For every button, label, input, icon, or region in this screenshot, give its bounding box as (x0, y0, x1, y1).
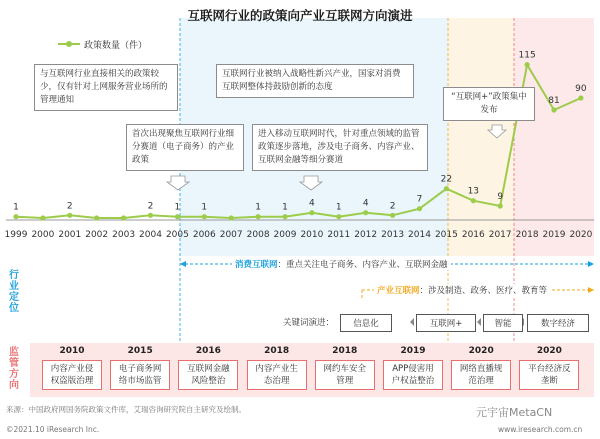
x-tick-label: 2012 (354, 230, 378, 240)
x-tick-label: 1999 (4, 230, 28, 240)
x-tick-label: 2011 (327, 230, 351, 240)
data-label: 2 (147, 201, 154, 212)
site-url: www.iresearch.com.cn (498, 425, 583, 434)
data-point (525, 62, 530, 67)
industry-side-label: 行业定位 (9, 270, 19, 314)
x-tick-label: 2005 (165, 230, 189, 240)
regulation-side-label: 监管方向 (9, 347, 19, 391)
regulation-year: 2019 (400, 346, 426, 356)
data-label: 2 (389, 201, 396, 212)
keyword-3: 智能 (483, 314, 523, 332)
data-label: 1 (282, 202, 288, 213)
x-tick-label: 2003 (112, 230, 136, 240)
regulation-year: 2020 (536, 346, 562, 356)
data-label: 2 (66, 201, 73, 212)
regulation-year: 2015 (127, 346, 153, 356)
data-point (390, 213, 395, 218)
callout-2010: 互联网行业被纳入战略性新兴产业，国家对消费互联网整体持鼓励创新的态度 (216, 64, 414, 98)
callout-2013: 进入移动互联网时代，针对重点领域的监管政策逐步落地，涉及电子商务、内容产业、互联网金融等细分赛道 (252, 124, 428, 171)
data-point (498, 203, 503, 208)
regulation-year: 2016 (195, 346, 221, 356)
data-label: 115 (518, 50, 536, 61)
data-label: 90 (575, 84, 587, 94)
callout-1999: 与互联网行业直接相关的政策较少，仅有针对上网服务营业场所的管理通知 (34, 64, 178, 111)
data-point (13, 214, 18, 219)
x-tick-label: 2016 (461, 230, 485, 240)
data-label: 22 (440, 174, 453, 185)
regulation-year: 2020 (468, 346, 494, 356)
data-point (94, 215, 99, 220)
data-point (202, 214, 207, 219)
data-point (148, 213, 153, 218)
watermark: 元宇宙MetaCN (476, 406, 553, 419)
data-point (256, 214, 261, 219)
x-tick-label: 2004 (139, 230, 162, 240)
data-point (229, 215, 234, 220)
data-point (309, 210, 314, 215)
keywords-label: 关键词演进： (283, 318, 335, 328)
x-tick-label: 2015 (434, 230, 458, 240)
data-point (578, 95, 583, 100)
keyword-1: 信息化 (340, 314, 392, 332)
data-label: 1 (255, 202, 261, 213)
x-tick-label: 2017 (488, 230, 512, 240)
data-label: 7 (416, 194, 423, 205)
regulation-item: 网约车安全管理 (315, 360, 375, 390)
data-point (40, 215, 45, 220)
x-tick-label: 2008 (246, 230, 270, 240)
x-tick-label: 2010 (300, 230, 324, 240)
x-tick-label: 2007 (219, 230, 243, 240)
data-point (67, 213, 72, 218)
regulation-item: 网络直播规范治理 (451, 360, 511, 390)
regulation-year: 2018 (332, 346, 358, 356)
x-tick-label: 2002 (85, 230, 109, 240)
x-tick-label: 2006 (192, 230, 216, 240)
data-label: 81 (548, 96, 560, 106)
keyword-4: 数字经济 (527, 314, 589, 332)
data-label: 1 (201, 202, 208, 213)
industrial-internet-label: 产业互联网：涉及制造、政务、医疗、教育等 (374, 284, 550, 296)
callout-2005: 首次出现聚焦互联网行业细分赛道（电子商务）的产业政策 (126, 124, 244, 171)
data-label: 4 (309, 198, 315, 209)
copyright: ©2021.10 iResearch Inc. (6, 425, 100, 434)
data-point (121, 215, 126, 220)
x-tick-label: 2009 (273, 230, 297, 240)
regulation-item: 内容产业生态治理 (247, 360, 307, 390)
source-note: 来源：中国政府网国务院政策文件库，艾瑞咨询研究院自主研究及绘制。 (6, 405, 246, 414)
regulation-item: 互联网金融风险整治 (178, 360, 238, 390)
x-tick-label: 2001 (58, 230, 82, 240)
chart-title: 互联网行业的政策向产业互联网方向演进 (187, 8, 413, 23)
x-tick-label: 2020 (569, 230, 593, 240)
data-label: 1 (13, 202, 19, 213)
regulation-item: APP侵害用户权益整治 (383, 360, 443, 390)
legend-marker (66, 41, 72, 47)
regulation-item: 内容产业侵权盗版治理 (42, 360, 102, 390)
data-point (175, 214, 180, 219)
data-label: 13 (467, 186, 480, 197)
data-label: 9 (497, 192, 504, 202)
data-point (417, 206, 422, 211)
data-point (363, 210, 368, 215)
consumer-internet-label: 消费互联网：重点关注电子商务、内容产业、互联网金融 (232, 258, 451, 270)
data-label: 1 (335, 202, 342, 213)
data-point (551, 107, 556, 112)
regulation-item: 电子商务网络市场监管 (110, 360, 170, 390)
data-point (471, 198, 476, 203)
data-label: 4 (362, 198, 369, 209)
x-tick-label: 2018 (515, 230, 539, 240)
x-tick-label: 2013 (381, 230, 405, 240)
regulation-year: 2010 (59, 346, 85, 356)
callout-2015: “互联网+”政策集中发布 (443, 87, 535, 121)
regulation-item: 平台经济反垄断 (519, 360, 579, 390)
x-tick-label: 2000 (31, 230, 55, 240)
x-tick-label: 2019 (542, 230, 566, 240)
data-point (336, 214, 341, 219)
legend-label: 政策数量（件） (84, 41, 148, 51)
data-point (282, 214, 287, 219)
regulation-year: 2018 (264, 346, 290, 356)
x-tick-label: 2014 (408, 230, 431, 240)
data-point (444, 186, 449, 191)
keyword-2: 互联网+ (416, 314, 476, 332)
data-label: 1 (174, 202, 181, 213)
